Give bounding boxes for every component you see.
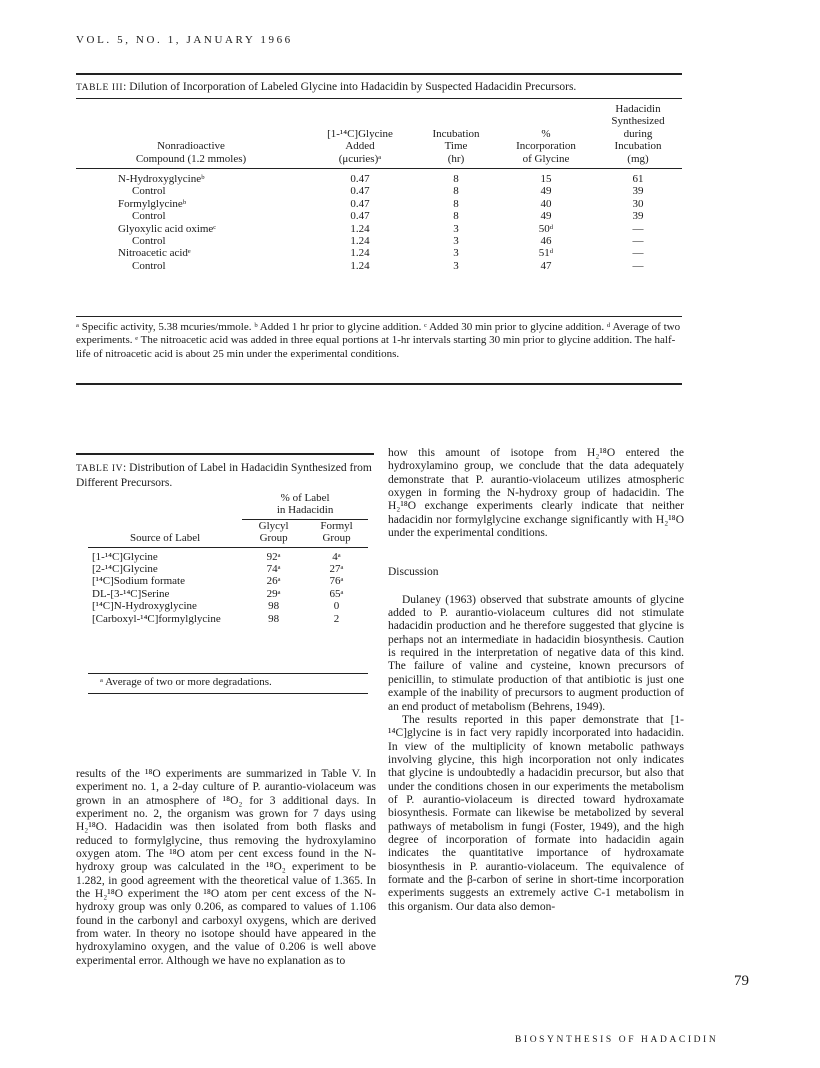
page-number: 79: [734, 973, 749, 989]
table3-caption: [76, 80, 682, 95]
table4-header-glycyl: Glycyl Group: [258, 519, 289, 545]
table-row: [1-¹⁴C]Glycine 92ᵃ 4ᵃ: [92, 550, 341, 563]
running-head: VOL. 5, NO. 1, JANUARY 1966: [76, 34, 293, 46]
discussion-paragraph-2: The results reported in this paper demonstrate that [1-¹⁴C]glycine is in fact very rapidly incorporated into hadacidin. In view of the multiplicity of known metabolic pathways involving glycine, this high incorporation not only indicates that glycine is undoubtedly a hadacidin precursor, but also that under the conditions chosen in our experiments the metabolism of P. aurantio-violaceum is directed toward hydroxamate biosynthesis. Formate can likewise be metabolized by several pathways of metabolism in fungi (Foster, 1949), and the high degree of incorporation of formate into hadacidin again indicates the quantitative importance of hydroxamate biosynthesis in P. aurantio-violaceum. The equivalence of formate and the β-carbon of serine in short-time incorporation experiments suggests an extremely active C-1 metabolism in this organism. Our data also demon-: [388, 713, 684, 913]
table-row: DL-[3-¹⁴C]Serine 29ᵃ 65ᵃ: [92, 587, 344, 600]
table4-group-header: % of Label in Hadacidin: [242, 492, 368, 519]
table3-label: TABLE III: [76, 83, 124, 93]
table4: [88, 478, 368, 625]
table3-caption-text: : Dilution of Incorporation of Labeled Glycine into Hadacidin by Suspected Hadacidin Precursors.: [123, 81, 577, 93]
table4-header-source: Source of Label: [129, 532, 201, 545]
table3-header-incorporation: % Incorporation of Glycine: [516, 127, 576, 165]
table3-top-rule: [76, 73, 682, 75]
table4-header-formyl: Formyl Group: [320, 519, 353, 545]
table-row: Glyoxylic acid oximeᶜ 1.24 3 50ᵈ —: [118, 222, 644, 235]
table3-header-hadacidin-synthesized: Hadacidin Synthesized during Incubation (mg): [611, 103, 665, 165]
table-row: Control 1.24 3 46 —: [132, 235, 644, 248]
table3-bottom-rule: [76, 316, 682, 317]
table-row: Nitroacetic acidᵉ 1.24 3 51ᵈ —: [118, 247, 644, 260]
table4-group-header-row: [88, 492, 368, 519]
table3-footnote: ᵃ Specific activity, 5.38 mcuries/mmole. ᵇ Added 1 hr prior to glycine addition. ᶜ Added 30 min prior to glycine addition. ᵈ Average of two experiments. ᵉ The nitroacetic acid was added in three equal portions at 1-hr intervals starting 30 min prior to glycine addition. The half-life of nitroacetic acid is about 25 min under the experimental conditions.: [76, 321, 681, 360]
table3: [76, 103, 682, 272]
right-column: [388, 447, 684, 914]
discussion-paragraph-1: Dulaney (1963) observed that substrate amounts of glycine added to P. aurantio-violaceum cultures did not stimulate hadacidin production and he therefore suggested that glycine is perhaps not an intermediate in hadacidin biosynthesis. Caution is required in the interpretation of negative data of this kind. The failure of valine and cysteine, known precursors of penicillin, to stimulate production of that antibiotic is just one example of the inability of precursors to augment production of an end product of metabolism (Behrens, 1949).: [388, 593, 684, 713]
right-column-continuation: how this amount of isotope from H₂¹⁸O entered the hydroxylamino group, we conclude that the data adequately demonstrate that P. aurantio-violaceum utilizes atmospheric oxygen in forming the N-hydroxy group of hadacidin. The H₂¹⁸O exchange experiments clearly indicate that neither hadacidin nor formylglycine exchange significantly with H₂¹⁸O under the experimental conditions.: [388, 447, 684, 540]
table3-header-glycine-added: [1-¹⁴C]Glycine Added (μcuries)ᵃ: [327, 127, 393, 165]
table4-top-rule: [76, 453, 374, 455]
table4-bottom-rule: [88, 673, 368, 674]
table-row: Control 0.47 8 49 39: [132, 210, 644, 223]
table-row: [¹⁴C]Sodium formate 26ᵃ 76ᵃ: [92, 575, 344, 588]
table3-header-incubation-time: Incubation Time (hr): [432, 127, 480, 165]
table-row: [2-¹⁴C]Glycine 74ᵃ 27ᵃ: [92, 563, 344, 576]
table3-header-compound: Nonradioactive Compound (1.2 mmoles): [135, 140, 247, 165]
running-footer: BIOSYNTHESIS OF HADACIDIN: [515, 1035, 719, 1045]
table3-end-rule: [76, 383, 682, 385]
table-row: [¹⁴C]N-Hydroxyglycine 98 0: [92, 600, 340, 613]
table-row: N-Hydroxyglycineᵇ 0.47 8 15 61: [118, 173, 644, 186]
discussion-heading: Discussion: [388, 566, 439, 579]
table3-caption-rule: [76, 98, 682, 99]
table4-header-row: [88, 519, 368, 547]
table-row: Control 0.47 8 49 39: [132, 185, 644, 198]
table4-end-rule: [88, 693, 368, 694]
left-column-text: results of the ¹⁸O experiments are summarized in Table V. In experiment no. 1, a 2-day culture of P. aurantio-violaceum was grown in an atmosphere of ¹⁸O₂ for 3 additional days. In experiment no. 2, the organism was grown for 7 days using H₂¹⁸O. Hadacidin was then isolated from both flasks and reduced to formylglycine, thus removing the hydroxylamino oxygen atom. The ¹⁸O atom per cent excess found in the N-hydroxy group was calculated in the ¹⁸O₂ experiment to be 1.282, in good agreement with the theoretical value of 1.365. In the H₂¹⁸O experiment the ¹⁸O atom per cent excess of the N-hydroxy group was only 0.206, as compared to values of 1.106 found in the carbonyl and carboxyl oxygens, which are derived from water. In theory no isotope should have appeared in the hydroxylamino oxygen, and the value of 0.206 is well above experimental error. Although we have no explanation as to: [76, 768, 376, 967]
table4-caption-text: : Distribution of Label in Hadacidin Synthesized from Different Precursors.: [76, 462, 372, 489]
table4-footnote: ᵃ Average of two or more degradations.: [100, 676, 272, 688]
table-row: [Carboxyl-¹⁴C]formylglycine 98 2: [92, 612, 340, 625]
table-row: Control 1.24 3 47 —: [132, 259, 644, 272]
table3-header-row: [76, 103, 682, 169]
table4-label: TABLE IV: [76, 464, 124, 474]
table-row: Formylglycineᵇ 0.47 8 40 30: [118, 197, 644, 210]
